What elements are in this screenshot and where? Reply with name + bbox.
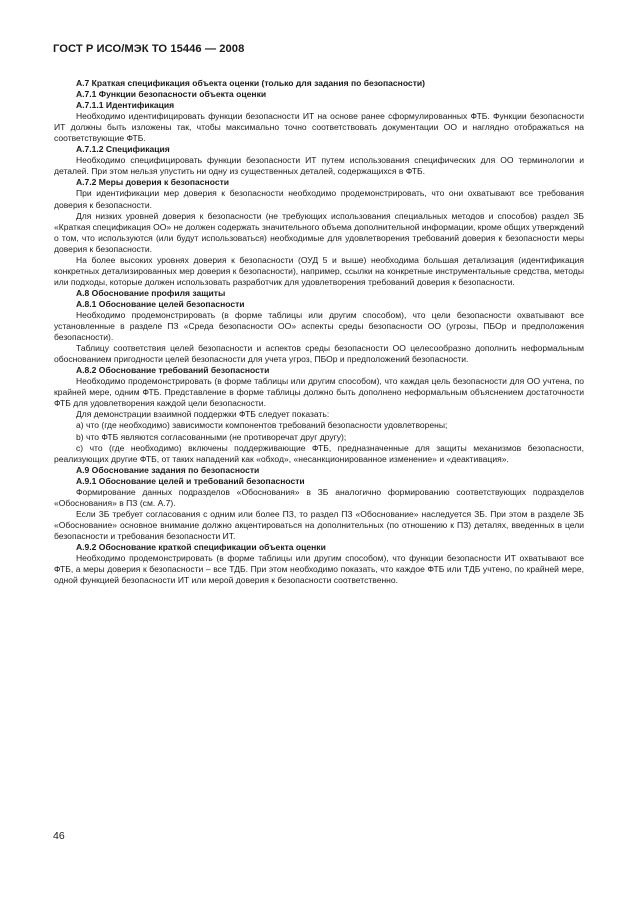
body-paragraph: Для демонстрации взаимной поддержки ФТБ следует показать: bbox=[76, 409, 330, 420]
section-heading: А.7.2 Меры доверия к безопасности bbox=[76, 177, 230, 188]
section-heading: А.7.1.1 Идентификация bbox=[76, 100, 175, 111]
body-paragraph: b) что ФТБ являются согласованными (не противоречат друг другу); bbox=[76, 431, 347, 442]
page-number: 46 bbox=[53, 830, 65, 842]
body-paragraph: Формирование данных подразделов «Обоснования» в ЗБ аналогично формированию соответствующих подразделов «Обоснования» в ПЗ (см. А.7). bbox=[54, 486, 584, 508]
section-heading: А.8 Обоснование профиля защиты bbox=[76, 287, 226, 298]
body-paragraph: Необходимо продемонстрировать (в форме таблицы или другим способом), что цели безопасности охватывают все установленные в разделе ПЗ «Среда безопасности ОО» аспекты среды безопасности ОО (угрозы, ПБОр и предположения безопасности). bbox=[54, 309, 584, 343]
body-paragraph: На более высоких уровнях доверия к безопасности (ОУД 5 и выше) необходима большая детализация (идентификация конкретных детализированных мер доверия к безопасности), например, ссылки на конкретные инструментальные средства, методы или подходы, которые должен использовать разработчик для удовлетворения требований доверия к безопасности. bbox=[54, 254, 584, 287]
body-paragraph: c) что (где необходимо) включены поддерживающие ФТБ, предназначенные для защиты механизмов безопасности, реализующих другие ФТБ, от таких нападений как «обход», «несанкционированное изменение» и «деактивация». bbox=[54, 442, 584, 464]
section-heading: А.7.1 Функции безопасности объекта оценки bbox=[76, 89, 267, 100]
section-heading: А.9.1 Обоснование целей и требований безопасности bbox=[76, 475, 305, 486]
body-paragraph: Необходимо продемонстрировать (в форме таблицы или другим способом), что функции безопасности ИТ охватывают все ФТБ, а меры доверия к безопасности – все ТДБ. При этом необходимо показать, что каждое ФТБ или ТДБ учтено, по крайней мере, одной функцией безопасности ИТ или мерой доверия к безопасности соответственно. bbox=[54, 553, 584, 586]
body-paragraph: а) что (где необходимо) зависимости компонентов требований безопасности удовлетворены; bbox=[76, 420, 448, 431]
document-body bbox=[54, 78, 584, 586]
section-heading: А.9.2 Обоснование краткой спецификации объекта оценки bbox=[76, 541, 326, 552]
document-header: ГОСТ Р ИСО/МЭК ТО 15446 — 2008 bbox=[53, 43, 245, 55]
body-paragraph: При идентификации мер доверия к безопасности необходимо продемонстрировать, что они охватывают все требования доверия к безопасности. bbox=[54, 188, 584, 210]
section-heading: А.9 Обоснование задания по безопасности bbox=[76, 464, 260, 475]
body-paragraph: Таблицу соответствия целей безопасности и аспектов среды безопасности ОО целесообразно дополнить неформальным обоснованием пригодности целей безопасности для учета угроз, ПБОр и предположений безопасности. bbox=[54, 343, 584, 365]
section-heading: А.7.1.2 Спецификация bbox=[76, 144, 170, 155]
body-paragraph: Необходимо специфицировать функции безопасности ИТ путем использования специфических для ОО терминологии и деталей. При этом нельзя упустить ни одну из существенных деталей, содержащихся в ФТБ. bbox=[54, 155, 584, 177]
body-paragraph: Необходимо идентифицировать функции безопасности ИТ на основе ранее сформулированных ФТБ. Функции безопасности ИТ должны быть изложены так, чтобы максимально точно соответствовать документации ОО и наглядно отображаться на соответствующие ФТБ. bbox=[54, 111, 584, 144]
body-paragraph: Необходимо продемонстрировать (в форме таблицы или другим способом), что каждая цель безопасности для ОО учтена, по крайней мере, одним ФТБ. Представление в форме таблицы должно быть дополнено неформальным объяснением достаточности ФТБ для удовлетворения каждой цели безопасности. bbox=[54, 376, 584, 409]
section-heading: А.8.2 Обоснование требований безопасности bbox=[76, 365, 270, 376]
section-heading: А.7 Краткая спецификация объекта оценки (только для задания по безопасности) bbox=[76, 78, 425, 88]
body-paragraph: Если ЗБ требует согласования с одним или более ПЗ, то раздел ПЗ «Обоснование» наследуется ЗБ. При этом в разделе ЗБ «Обоснование» основное внимание должно акцентироваться на дополнительных (по отношению к ПЗ) деталях, введенных в цели безопасности и требования безопасности ИТ. bbox=[54, 508, 584, 541]
body-paragraph: Для низких уровней доверия к безопасности (не требующих использования специальных методов и способов) раздел ЗБ «Краткая спецификация ОО» не должен содержать значительного объема дополнительной информации, кроме общих утверждений о том, что используются (или будут использоваться) необходимые для удовлетворения требований доверия к безопасности меры доверия к безопасности. bbox=[54, 210, 584, 254]
section-heading: А.8.1 Обоснование целей безопасности bbox=[76, 298, 245, 309]
